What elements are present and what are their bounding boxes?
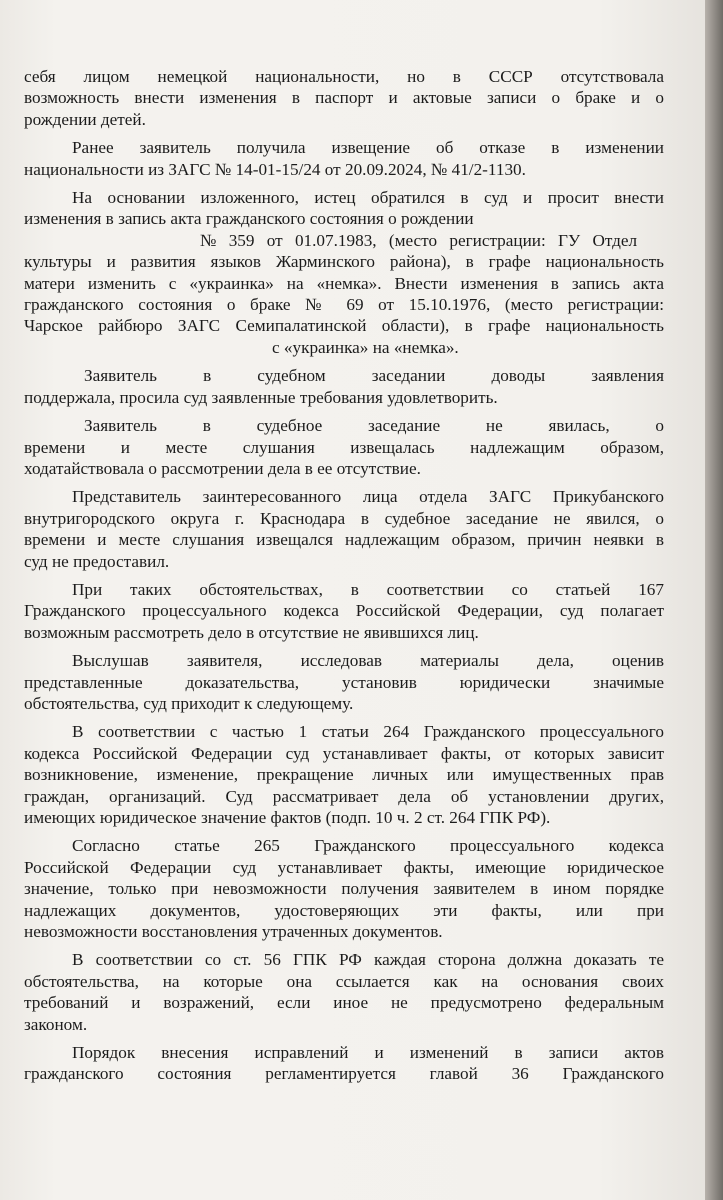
text-line: Представитель заинтересованного лица отдела ЗАГС Прикубанского xyxy=(72,487,664,507)
text-line: обстоятельства, на которые она ссылается как на основания своих xyxy=(24,971,664,991)
paragraph-6 xyxy=(24,486,664,572)
text-line: представленные доказательства, установив юридически значимые xyxy=(24,672,664,692)
text-line: Заявитель в судебном заседании доводы заявления xyxy=(84,366,664,386)
paragraph-12 xyxy=(24,1042,664,1085)
text-line: гражданского состояния регламентируется главой 36 Гражданского xyxy=(24,1064,664,1084)
text-line: граждан, организаций. Суд рассматривает дела об установлении других, xyxy=(24,786,664,806)
paragraph-5 xyxy=(24,415,664,479)
text-line: Выслушав заявителя, исследовав материалы дела, оценив xyxy=(72,651,664,671)
text-line: Согласно статье 265 Гражданского процессуального кодекса xyxy=(72,836,664,856)
paragraph-7 xyxy=(24,579,664,643)
text-line: При таких обстоятельствах, в соответствии со статьей 167 xyxy=(72,579,664,599)
text-line: В соответствии с частью 1 статьи 264 Гражданского процессуального xyxy=(72,722,664,742)
text-line: обстоятельства, суд приходит к следующему. xyxy=(24,693,354,713)
text-line: национальности из ЗАГС № 14-01-15/24 от 20.09.2024, № 41/2-1130. xyxy=(24,159,526,179)
text-line: ходатайствовала о рассмотрении дела в ее отсутствие. xyxy=(24,458,421,478)
text-line: суд не предоставил. xyxy=(24,551,170,571)
paragraph-1 xyxy=(24,66,664,130)
text-line: культуры и развития языков Жарминского района), в графе национальность xyxy=(24,252,664,272)
text-line: времени и месте слушания извещался надлежащим образом, причин неявки в xyxy=(24,530,664,550)
text-line: значение, только при невозможности получения заявителем в ином порядке xyxy=(24,879,664,899)
text-line: матери изменить с «украинка» на «немка». Внести изменения в запись акта xyxy=(24,273,664,293)
text-line: внутригородского округа г. Краснодара в судебное заседание не явился, о xyxy=(24,508,664,528)
text-line: Порядок внесения исправлений и изменений в записи актов xyxy=(72,1043,664,1063)
text-line: изменения в запись акта гражданского состояния о рождении xyxy=(24,209,474,229)
text-line: Заявитель в судебное заседание не явилась, о xyxy=(84,416,664,436)
paragraph-10 xyxy=(24,835,664,942)
paragraph-9 xyxy=(24,721,664,828)
text-line: На основании изложенного, истец обратился в суд и просит внести xyxy=(72,188,664,208)
text-line: кодекса Российской Федерации суд устанавливает факты, от которых зависит xyxy=(24,743,664,763)
text-line: возможным рассмотреть дело в отсутствие не явившихся лиц. xyxy=(24,622,479,642)
text-line: невозможности восстановления утраченных документов. xyxy=(24,922,443,942)
paragraph-4 xyxy=(24,365,664,408)
text-line: требований и возражений, если иное не предусмотрено федеральным xyxy=(24,993,664,1013)
text-line: Гражданского процессуального кодекса Российской Федерации, суд полагает xyxy=(24,601,664,621)
text-line: № 359 от 01.07.1983, (место регистрации: ГУ Отдел xyxy=(200,230,638,250)
text-line: с «украинка» на «немка». xyxy=(272,337,459,357)
page-edge-shadow xyxy=(705,0,723,1200)
text-line: поддержала, просила суд заявленные требования удовлетворить. xyxy=(24,387,498,407)
paragraph-8 xyxy=(24,650,664,714)
text-line: Чарское райбюро ЗАГС Семипалатинской области), в графе национальность xyxy=(24,316,664,336)
text-line: надлежащих документов, удостоверяющих эти факты, или при xyxy=(24,900,664,920)
text-line: законом. xyxy=(24,1014,88,1034)
text-line: рождении детей. xyxy=(24,109,146,129)
text-line: времени и месте слушания извещалась надлежащим образом, xyxy=(24,437,664,457)
paragraph-3 xyxy=(24,187,664,358)
paragraph-2 xyxy=(24,137,664,180)
text-line: В соответствии со ст. 56 ГПК РФ каждая сторона должна доказать те xyxy=(72,950,664,970)
text-line: Российской Федерации суд устанавливает факты, имеющие юридическое xyxy=(24,857,664,877)
document-body xyxy=(24,66,664,1085)
paragraph-11 xyxy=(24,949,664,1035)
text-line: имеющих юридическое значение фактов (подп. 10 ч. 2 ст. 264 ГПК РФ). xyxy=(24,808,551,827)
text-line: себя лицом немецкой национальности, но в СССР отсутствовала xyxy=(24,67,664,86)
text-line: возникновение, изменение, прекращение личных или имущественных прав xyxy=(24,765,664,785)
text-line: Ранее заявитель получила извещение об отказе в изменении xyxy=(72,138,664,158)
text-line: возможность внести изменения в паспорт и актовые записи о браке и о xyxy=(24,88,664,108)
text-line: гражданского состояния о браке № 69 от 15.10.1976, (место регистрации: xyxy=(24,295,664,315)
